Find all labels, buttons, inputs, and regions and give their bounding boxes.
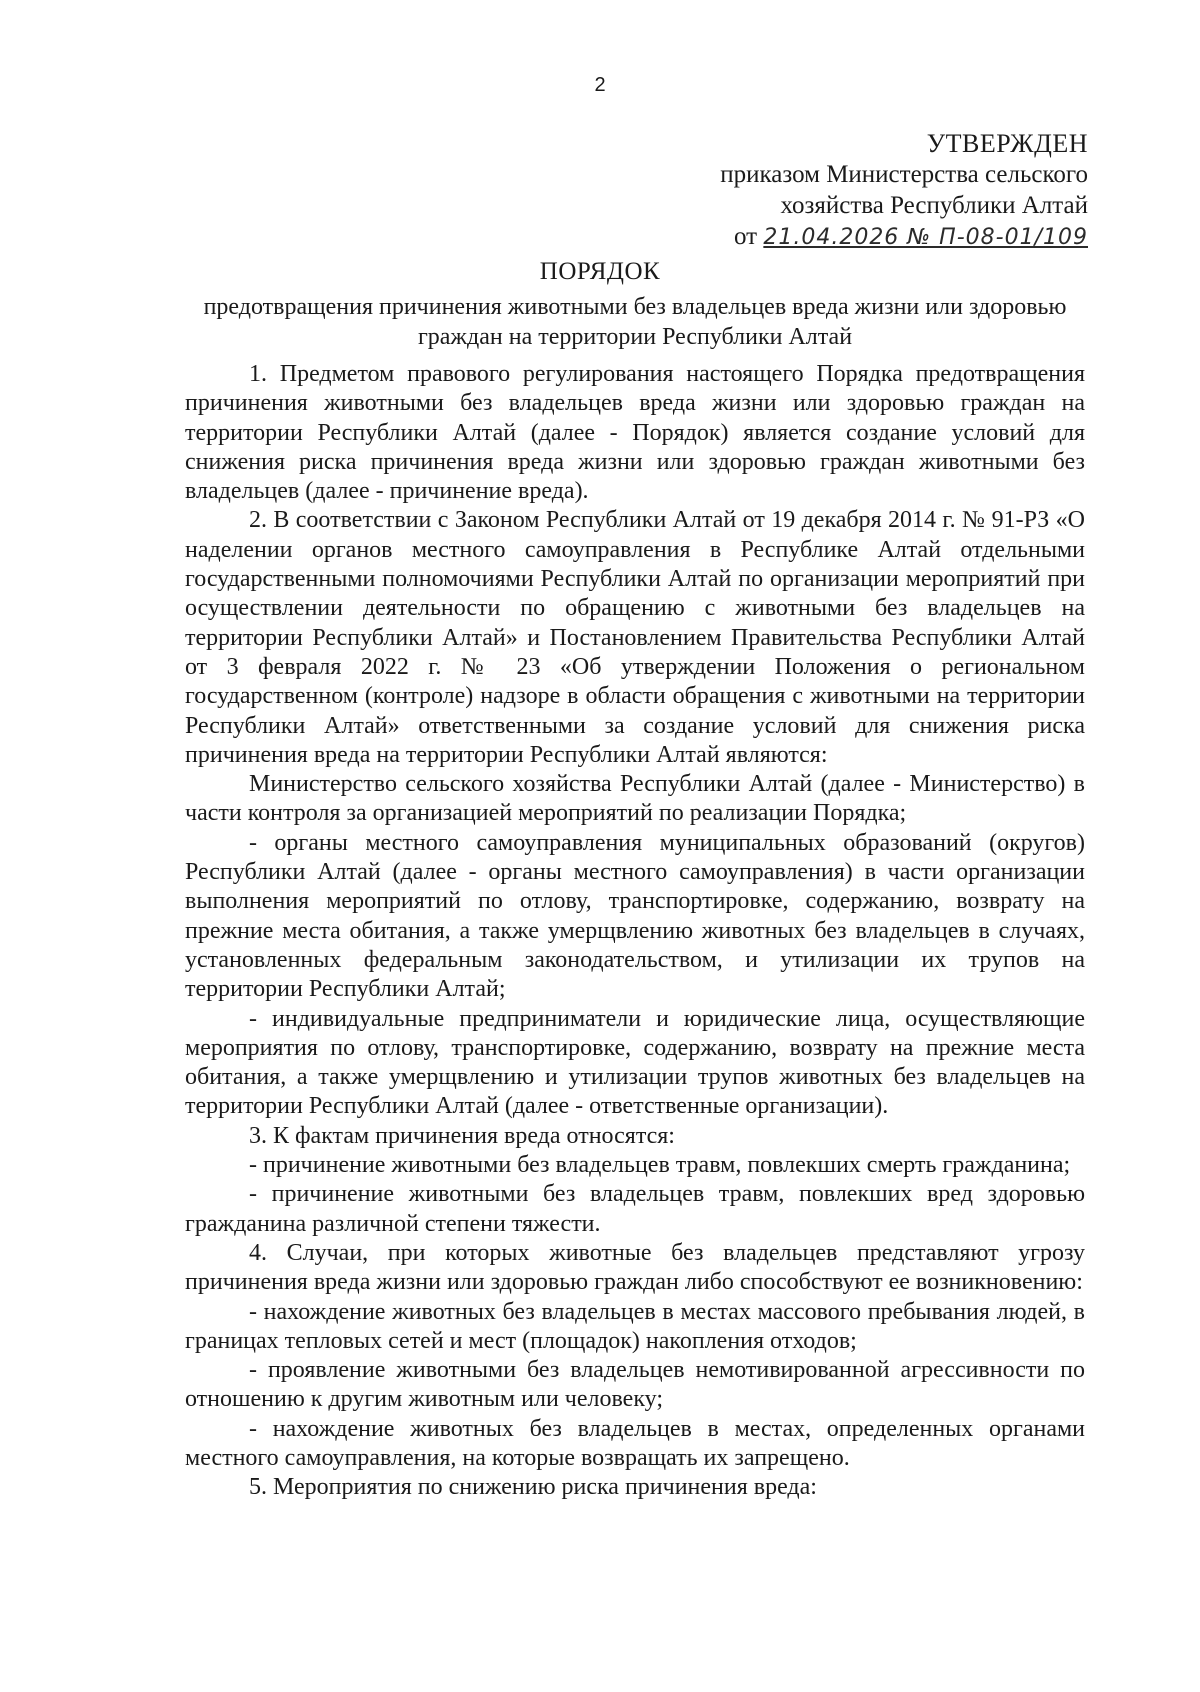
paragraph-case-public-places: - нахождение животных без владельцев в местах массового пребывания людей, в границах тепловых сетей и мест (площадок) накопления отходов;	[185, 1298, 1085, 1354]
document-subtitle: предотвращения причинения животными без владельцев вреда жизни или здоровью граждан на территории Республики Алтай	[203, 294, 1067, 350]
paragraph-case-forbidden-places: - нахождение животных без владельцев в местах, определенных органами местного самоуправления, на которые возвращать их запрещено.	[185, 1415, 1085, 1471]
paragraph-harm-death: - причинение животными без владельцев травм, повлекших смерть гражданина;	[249, 1152, 1071, 1179]
paragraph-1: 1. Предметом правового регулирования настоящего Порядка предотвращения причинения животными без владельцев вреда жизни или здоровью граждан на территории Республики Алтай (далее - Порядок) является создание условий для снижения риска причинения вреда жизни или здоровью граждан животными без владельцев (далее - причинение вреда).	[185, 361, 1085, 505]
paragraph-harm-health: - причинение животными без владельцев травм, повлекших вред здоровью гражданина различной степени тяжести.	[185, 1181, 1085, 1237]
paragraph-4: 4. Случаи, при которых животные без владельцев представляют угрозу причинения вреда жизни или здоровью граждан либо способствуют ее возникновению:	[185, 1239, 1085, 1296]
paragraph-local-authorities: - органы местного самоуправления муниципальных образований (округов) Республики Алтай (далее - органы местного самоуправления) в части организации выполнения мероприятий по отлову, транспортировке, содержанию, возврату на прежние места обитания, а также умерщвлению животных без владельцев в случаях, установленных федеральным законодательством, и утилизации их трупов на территории Республики Алтай;	[185, 829, 1085, 1003]
approval-date-line	[528, 221, 1088, 253]
paragraph-case-aggression: - проявление животными без владельцев немотивированной агрессивности по отношению к другим животным или человеку;	[185, 1357, 1085, 1413]
paragraph-ministry: Министерство сельского хозяйства Республики Алтай (далее - Министерство) в части контроля за организацией мероприятий по реализации Порядка;	[185, 771, 1085, 827]
document-body	[185, 360, 1085, 1503]
approval-block	[528, 128, 1088, 253]
approval-line-1: приказом Министерства сельского	[720, 161, 1088, 188]
paragraph-5: 5. Мероприятия по снижению риска причинения вреда:	[249, 1474, 817, 1501]
approval-stamp: УТВЕРЖДЕН	[926, 129, 1088, 158]
page-number: 2	[594, 74, 606, 96]
approval-date-prefix: от	[733, 223, 758, 250]
paragraph-3: 3. К фактам причинения вреда относятся:	[249, 1122, 675, 1149]
approval-date-handwritten: 21.04.2026 № П-08-01/109	[763, 225, 1088, 250]
document-title: ПОРЯДОК	[539, 258, 661, 285]
approval-line-2: хозяйства Республики Алтай	[780, 192, 1088, 219]
paragraph-responsible-organizations: - индивидуальные предприниматели и юридические лица, осуществляющие мероприятия по отлову, транспортировке, содержанию, возврату на прежние места обитания, а также умерщвлению и утилизации трупов животных без владельцев на территории Республики Алтай (далее - ответственные организации).	[185, 1005, 1085, 1120]
paragraph-2: 2. В соответствии с Законом Республики Алтай от 19 декабря 2014 г. № 91-РЗ «О наделении органов местного самоуправления в Республике Алтай отдельными государственными полномочиями Республики Алтай по организации мероприятий при осуществлении деятельности по обращению с животными без владельцев на территории Республики Алтай» и Постановлением Правительства Республики Алтай от 3 февраля 2022 г. № 23 «Об утверждении Положения о региональном государственном (контроле) надзоре в области обращения с животными на территории Республики Алтай» ответственными за создание условий для снижения риска причинения вреда на территории Республики Алтай являются:	[185, 507, 1085, 768]
